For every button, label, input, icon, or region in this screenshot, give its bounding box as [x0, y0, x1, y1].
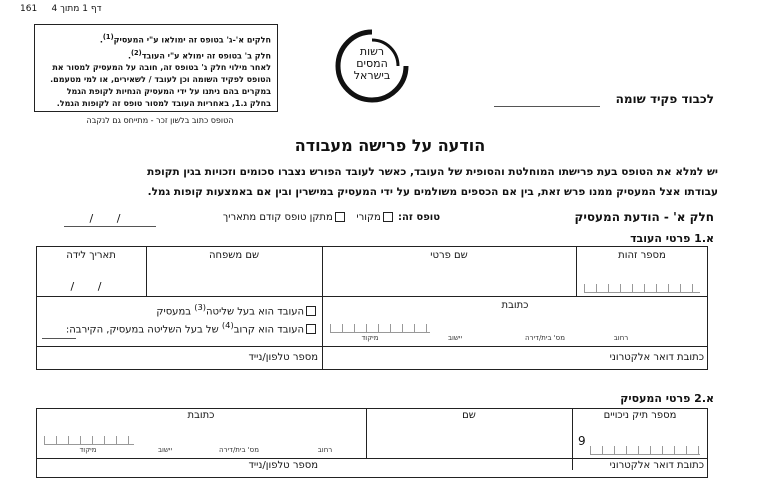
- in-employer-label: במעסיק: [156, 306, 195, 318]
- id-number-input[interactable]: [584, 284, 700, 293]
- original-label: מקורי: [356, 212, 381, 223]
- form-title: הודעה על פרישה מעבודה: [294, 136, 486, 155]
- employer-street-label: רחוב: [317, 446, 333, 454]
- employer-phone-label: מספר טלפון/נייד: [248, 460, 318, 471]
- relationship-input[interactable]: [42, 338, 76, 339]
- correction-checkbox[interactable]: [335, 212, 345, 222]
- phone-input[interactable]: [40, 350, 216, 368]
- controlling-row: [40, 302, 318, 317]
- street-label: רחוב: [613, 334, 629, 342]
- page-header: [20, 4, 102, 14]
- tax-file-input[interactable]: [590, 446, 700, 455]
- employer-zip-input[interactable]: [44, 436, 134, 445]
- last-name-label: שם משפחה: [208, 250, 260, 261]
- relative-label: העובד הוא קרוב: [233, 324, 304, 336]
- logo-text-2: המסים: [356, 57, 388, 70]
- birth-date-label: תאריך לידה: [66, 250, 116, 261]
- intro-text: [24, 162, 718, 202]
- part-a-title: חלק א' - הודעת המעסיק: [574, 210, 714, 224]
- address-label: כתובת: [501, 300, 529, 311]
- phone-label: מספר טלפון/נייד: [248, 352, 318, 363]
- col-divider: [322, 296, 323, 370]
- addressee: לכבוד פקיד שומה: [615, 92, 714, 106]
- zip-label: מיקוד: [361, 334, 379, 342]
- intro-line-1: יש למלא את הטופס בעת פרישתו המוחלטת והסופית של העובד, כאשר לעובד הפורש נצברו סכומים וזכויות בגין תקופת: [147, 166, 718, 178]
- col-divider: [146, 246, 147, 296]
- notice-line-1: חלקים א'-ג' בטופס זה ימולאו ע"י המעסיק: [113, 35, 271, 45]
- controlling-label: העובד הוא בעל שליטה: [206, 306, 304, 318]
- notice-line-6: בחלק ג.1, באחריות העובד למסור טופס זה לקופות הגמל.: [56, 99, 271, 109]
- first-name-label: שם פרטי: [430, 250, 468, 261]
- employer-house-label: מס' בית/דירה: [219, 446, 259, 454]
- gender-note: הטופס כתוב בלשון זכר - מתייחס גם לנקבה: [86, 116, 234, 125]
- notice-line-3: לאחר מילוי חלק ג' בטופס זה, חובה על המעסיק למסור את: [52, 63, 271, 73]
- id-number-label: מספר זהות: [618, 250, 666, 261]
- controlling-checkbox[interactable]: [306, 306, 316, 316]
- email-label: כתובת דואר אלקטרוני: [609, 352, 704, 363]
- row-divider: [36, 296, 708, 297]
- col-divider: [322, 246, 323, 296]
- tax-file-label: מספר תיק ניכויים: [603, 410, 677, 421]
- footnote-ref-4: (4): [221, 320, 234, 330]
- instructions-box: חלקים א'-ג' בטופס זה ימולאו ע"י המעסיק$^{(1)}$. חלק ב' בטופס זה ימולא ע"י העובד$^{(2)}$. לאחר מילוי חלק ג' בטופס זה, חובה על המעסיק למסור את הטופס לפקיד השומה וכן לעובד / לשאירים, או למי מטעמם. במקרים בהם ניתנו על ידי המעסיק הנחיות לקופת הגמל בחלק ג.1, באחריות העובד למסור טופס זה לקופות הגמל.: [34, 24, 278, 112]
- tax-officer-field[interactable]: [494, 106, 600, 107]
- relative-checkbox[interactable]: [306, 324, 316, 334]
- correction-date-field[interactable]: / /: [89, 212, 131, 225]
- row-divider: [36, 346, 708, 347]
- row-divider: [36, 458, 708, 459]
- employer-address-label: כתובת: [187, 410, 215, 421]
- tax-file-prefix: 9: [578, 434, 586, 448]
- email-input[interactable]: [326, 350, 592, 368]
- section-a2-title: א.2 פרטי המעסיק: [620, 392, 714, 405]
- correction-date-underline: [64, 226, 156, 227]
- employer-name-input[interactable]: [370, 422, 568, 456]
- notice-line-4: הטופס לפקיד השומה וכן לעובד / לשאירים, או למי מטעמם.: [50, 75, 271, 85]
- last-name-input[interactable]: [150, 262, 318, 294]
- section-a1-title: א.1 פרטי העובד: [630, 232, 714, 245]
- employer-city-label: יישוב: [157, 446, 173, 454]
- intro-line-2: עבודתו אצל המעסיק ממנו פרש זאת, בין אם הכספים משולמים על ידי המעסיק במישרין ובין אם באמצעות קופות גמל.: [147, 186, 718, 198]
- logo-text-1: רשות: [359, 45, 385, 58]
- employer-name-label: שם: [462, 410, 476, 421]
- relative-rest-label: של בעל השליטה במעסיק, הקירבה:: [65, 324, 222, 336]
- first-name-input[interactable]: [326, 262, 572, 294]
- col-divider: [572, 408, 573, 470]
- zip-input[interactable]: [330, 324, 430, 333]
- employer-zip-label: מיקוד: [79, 446, 97, 454]
- correction-label: מתקן טופס קודם מתאריך: [222, 212, 333, 223]
- relative-row: [40, 320, 318, 335]
- city-label: יישוב: [447, 334, 463, 342]
- footnote-ref-3: (3): [194, 302, 207, 312]
- col-divider: [366, 408, 367, 458]
- footnote-ref-2: (2): [130, 48, 142, 57]
- footnote-ref-1: (1): [102, 33, 114, 41]
- notice-line-5: במקרים בהם ניתנו על ידי המעסיק הנחיות לקופת הגמל: [66, 87, 271, 97]
- house-label: מס' בית/דירה: [525, 334, 565, 342]
- logo-text-3: בישראל: [353, 69, 391, 82]
- tax-authority-logo: [334, 28, 410, 104]
- col-divider: [576, 246, 577, 296]
- original-checkbox[interactable]: [383, 212, 393, 222]
- notice-line-2: חלק ב' בטופס זה ימולא ע"י העובד: [141, 51, 271, 61]
- employer-email-label: כתובת דואר אלקטרוני: [609, 460, 704, 471]
- page-number: 161: [20, 4, 38, 14]
- birth-date-input[interactable]: / /: [70, 280, 112, 293]
- form-type-row: [160, 212, 440, 223]
- form-type-label: טופס זה:: [398, 212, 440, 223]
- page-of-pages: דף 1 מתוך 4: [51, 4, 102, 14]
